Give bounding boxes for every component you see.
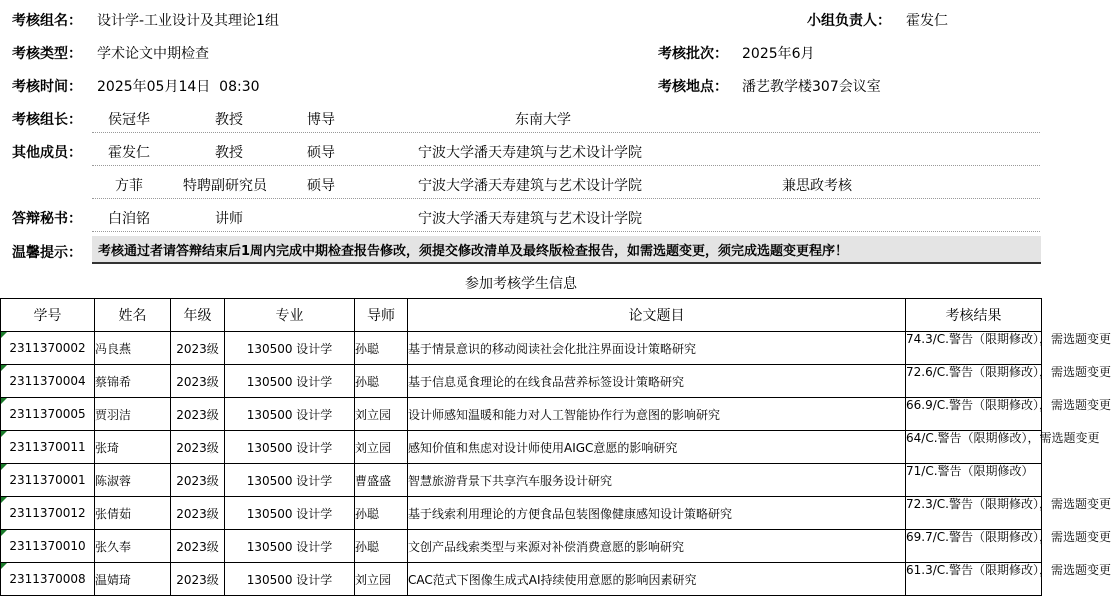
table-row xyxy=(1,332,1042,365)
cell-major: 130500 设计学 xyxy=(225,398,355,431)
col-header-result: 考核结果 xyxy=(906,299,1042,332)
cell-id: 2311370012 xyxy=(1,497,95,530)
cell-grade: 2023级 xyxy=(171,497,225,530)
students-section-title: 参加考核学生信息 xyxy=(465,276,577,292)
cell-grade: 2023级 xyxy=(171,332,225,365)
col-header-major: 专业 xyxy=(225,299,355,332)
cell-major: 130500 设计学 xyxy=(225,497,355,530)
cell-title: CAC范式下图像生成式AI持续使用意愿的影响因素研究 xyxy=(408,563,906,596)
table-row xyxy=(1,497,1042,530)
col-header-grade: 年级 xyxy=(171,299,225,332)
member-role: 硕导 xyxy=(307,145,335,161)
table-row xyxy=(1,563,1042,596)
row-divider xyxy=(92,132,1040,133)
cell-title: 设计师感知温暖和能力对人工智能协作行为意图的影响研究 xyxy=(408,398,906,431)
row-marker xyxy=(1,365,7,371)
leader-label: 小组负责人： xyxy=(807,13,891,29)
member-note: 兼思政考核 xyxy=(782,178,852,194)
cell-name: 温婧琦 xyxy=(95,563,171,596)
cell-result: 71/C.警告（限期修改） xyxy=(906,464,1042,497)
chair-role: 博导 xyxy=(307,112,335,128)
secretary-name: 白洎铭 xyxy=(108,211,150,227)
cell-id: 2311370001 xyxy=(1,464,95,497)
row-marker xyxy=(1,563,7,569)
row-divider xyxy=(92,198,1040,199)
place-value: 潘艺教学楼307会议室 xyxy=(742,79,881,95)
row-marker xyxy=(1,431,7,437)
col-header-advisor: 导师 xyxy=(355,299,408,332)
member-name: 霍发仁 xyxy=(108,145,150,161)
cell-major: 130500 设计学 xyxy=(225,332,355,365)
cell-title: 基于信息觅食理论的在线食品营养标签设计策略研究 xyxy=(408,365,906,398)
cell-id: 2311370008 xyxy=(1,563,95,596)
cell-id: 2311370005 xyxy=(1,398,95,431)
table-header-row xyxy=(1,299,1042,332)
tip-text: 考核通过者请答辩结束后1周内完成中期检查报告修改，须提交修改清单及最终版检查报告，如需选题变更，须完成选题变更程序！ xyxy=(98,244,849,259)
chair-name: 侯冠华 xyxy=(108,112,150,128)
cell-name: 张倩茹 xyxy=(95,497,171,530)
cell-name: 蔡锦希 xyxy=(95,365,171,398)
col-header-title: 论文题目 xyxy=(408,299,906,332)
table-row xyxy=(1,365,1042,398)
col-header-name: 姓名 xyxy=(95,299,171,332)
batch-value: 2025年6月 xyxy=(742,46,815,62)
students-table xyxy=(0,298,1111,596)
cell-grade: 2023级 xyxy=(171,365,225,398)
cell-grade: 2023级 xyxy=(171,464,225,497)
cell-grade: 2023级 xyxy=(171,398,225,431)
member-org: 宁波大学潘天寿建筑与艺术设计学院 xyxy=(418,145,642,161)
chair-org: 东南大学 xyxy=(515,112,571,128)
member-title: 教授 xyxy=(215,145,243,161)
cell-major: 130500 设计学 xyxy=(225,464,355,497)
col-header-id: 学号 xyxy=(1,299,95,332)
member-org: 宁波大学潘天寿建筑与艺术设计学院 xyxy=(418,178,642,194)
members-label: 其他成员： xyxy=(12,145,82,161)
cell-major: 130500 设计学 xyxy=(225,563,355,596)
cell-advisor: 曹盛盛 xyxy=(355,464,408,497)
row-marker xyxy=(1,497,7,503)
table-row xyxy=(1,530,1042,563)
cell-title: 基于线索利用理论的方便食品包装图像健康感知设计策略研究 xyxy=(408,497,906,530)
cell-advisor: 孙聪 xyxy=(355,332,408,365)
row-divider xyxy=(92,231,1040,232)
member-name: 方菲 xyxy=(115,178,143,194)
chair-title: 教授 xyxy=(215,112,243,128)
cell-result: 64/C.警告（限期修改），需选题变更 xyxy=(906,431,1042,464)
tip-label: 温馨提示： xyxy=(12,245,82,261)
cell-advisor: 孙聪 xyxy=(355,365,408,398)
cell-result: 66.9/C.警告（限期修改），需选题变更 xyxy=(906,398,1042,431)
row-marker xyxy=(1,332,7,338)
time-value: 2025年05月14日 08:30 xyxy=(97,79,260,95)
cell-major: 130500 设计学 xyxy=(225,431,355,464)
place-label: 考核地点： xyxy=(658,79,728,95)
table-row xyxy=(1,398,1042,431)
cell-advisor: 刘立园 xyxy=(355,431,408,464)
row-marker xyxy=(1,530,7,536)
cell-major: 130500 设计学 xyxy=(225,365,355,398)
row-marker xyxy=(1,464,7,470)
cell-major: 130500 设计学 xyxy=(225,530,355,563)
cell-title: 感知价值和焦虑对设计师使用AIGC意愿的影响研究 xyxy=(408,431,906,464)
cell-grade: 2023级 xyxy=(171,530,225,563)
row-divider xyxy=(92,165,1040,166)
member-title: 特聘副研究员 xyxy=(183,178,267,194)
cell-title: 基于情景意识的移动阅读社会化批注界面设计策略研究 xyxy=(408,332,906,365)
cell-result: 72.3/C.警告（限期修改），需选题变更 xyxy=(906,497,1042,530)
secretary-label: 答辩秘书： xyxy=(12,211,82,227)
chair-label: 考核组长： xyxy=(12,112,82,128)
time-label: 考核时间： xyxy=(12,79,82,95)
cell-name: 陈淑蓉 xyxy=(95,464,171,497)
cell-id: 2311370010 xyxy=(1,530,95,563)
cell-result: 74.3/C.警告（限期修改），需选题变更 xyxy=(906,332,1042,365)
cell-advisor: 刘立园 xyxy=(355,398,408,431)
cell-advisor: 刘立园 xyxy=(355,563,408,596)
cell-id: 2311370011 xyxy=(1,431,95,464)
row-marker xyxy=(1,398,7,404)
group-value: 设计学-工业设计及其理论1组 xyxy=(97,13,279,29)
cell-result: 61.3/C.警告（限期修改），需选题变更 xyxy=(906,563,1042,596)
cell-name: 贾羽洁 xyxy=(95,398,171,431)
type-label: 考核类型： xyxy=(12,46,82,62)
cell-result: 72.6/C.警告（限期修改），需选题变更 xyxy=(906,365,1042,398)
table-row xyxy=(1,464,1042,497)
batch-label: 考核批次： xyxy=(658,46,728,62)
cell-id: 2311370002 xyxy=(1,332,95,365)
type-value: 学术论文中期检查 xyxy=(97,46,209,62)
secretary-title: 讲师 xyxy=(215,211,243,227)
cell-result: 69.7/C.警告（限期修改），需选题变更 xyxy=(906,530,1042,563)
cell-advisor: 孙聪 xyxy=(355,497,408,530)
cell-title: 智慧旅游背景下共享汽车服务设计研究 xyxy=(408,464,906,497)
member-role: 硕导 xyxy=(307,178,335,194)
cell-title: 文创产品线索类型与来源对补偿消费意愿的影响研究 xyxy=(408,530,906,563)
cell-grade: 2023级 xyxy=(171,431,225,464)
secretary-org: 宁波大学潘天寿建筑与艺术设计学院 xyxy=(418,211,642,227)
cell-id: 2311370004 xyxy=(1,365,95,398)
group-label: 考核组名： xyxy=(12,13,82,29)
leader-value: 霍发仁 xyxy=(906,13,948,29)
table-row xyxy=(1,431,1042,464)
cell-grade: 2023级 xyxy=(171,563,225,596)
cell-name: 张琦 xyxy=(95,431,171,464)
cell-name: 冯良燕 xyxy=(95,332,171,365)
cell-advisor: 孙聪 xyxy=(355,530,408,563)
cell-name: 张久奉 xyxy=(95,530,171,563)
